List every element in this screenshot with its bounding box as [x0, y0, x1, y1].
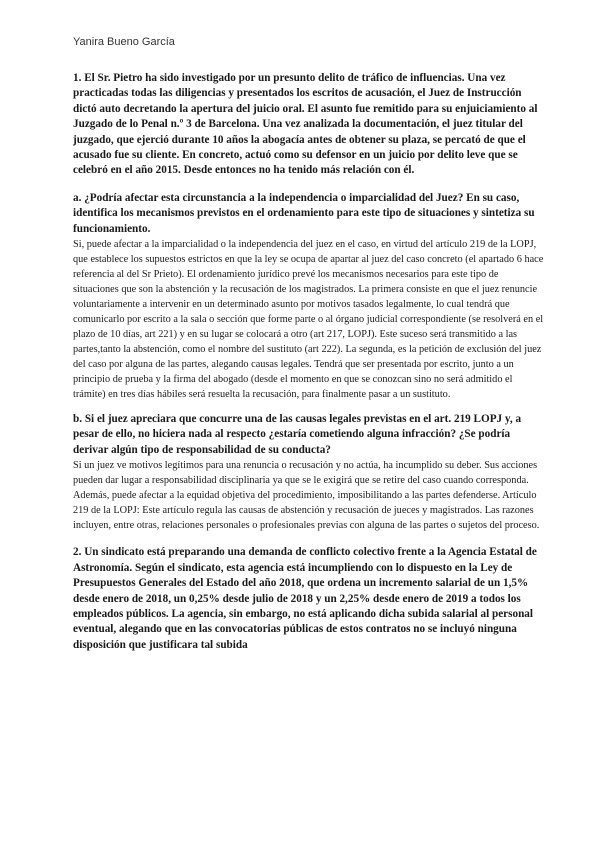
- question-b: b. Si el juez apreciara que concurre una de las causas legales previstas en el art. 219 LOPJ y, a pesar de ello, no hiciera nada al respecto ¿estaría cometiendo alguna infracción? ¿Se podría derivar algún tipo de responsabilidad de su conducta?: [73, 413, 522, 456]
- answer-a: Si, puede afectar a la imparcialidad o la independencia del juez en el caso, en virtud del artículo 219 de la LOPJ, que establece los supuestos estrictos en que la ley se ocupa de apartar al juez del caso concreto (el apartado 6 hace referencia al del Sr Prieto). El ordenamiento jurídico prevé los mecanismos necesarios para este tipo de situaciones que son la abstención y la recusación de los magistrados. La primera consiste en que el juez renuncie voluntariamente a intervenir en un determinado asunto por motivos tasados legalmente, lo cual tendrá que comunicarlo por escrito a la sala o sección que forme parte o al órgano judicial correspondiente (se resolverá en el plazo de 10 días, art 221) y en su lugar se colocará a otro (art 217, LOPJ). Este suceso será transmitido a las partes,tanto la abstención, como el nombre del sustituto (art 222). La segunda, es la petición de exclusión del juez del caso por alguna de las partes, alegando causas legales. Tendrá que ser presentada por escrito, junto a un principio de prueba y la firma del abogado (desde el momento en que se conozcan sino no será admitido el trámite) en tres días hábiles será resuelta la recusación, para finalmente pasar a un sustituto.: [73, 239, 544, 401]
- question-a: a. ¿Podría afectar esta circunstancia a la independencia o imparcialidad del Juez? En su caso, identifica los mecanismos previstos en el ordenamiento para este tipo de situaciones y sintetiza su funcionamiento.: [73, 191, 535, 235]
- case-1-statement: 1. El Sr. Pietro ha sido investigado por un presunto delito de tráfico de influencias. Una vez practicadas todas las diligencias y presentados los escritos de acusación, el Juez de Instrucción dictó auto decretando la apertura del juicio oral. El asunto fue remitido para su enjuiciamiento al Juzgado de lo Penal n.º 3 de Barcelona. Una vez analizada la documentación, el juez titular del juzgado, que ejerció durante 10 años la abogacía antes de obtener su plaza, se percató de que el acusado fue su cliente. En concreto, actuó como su defensor en un juicio por delito leve que se celebró en el año 2015. Desde entonces no ha tenido más relación con él.: [73, 72, 538, 177]
- case-2-statement: 2. Un sindicato está preparando una demanda de conflicto colectivo frente a la Agencia Estatal de Astronomía. Según el sindicato, esta agencia está incumpliendo con lo dispuesto en la Ley de Presupuestos Generales del Estado del año 2018, que ordena un incremento salarial de un 1,5% desde enero de 2018, un 0,25% desde julio de 2018 y un 2,25% desde enero de 2019 a todos los empleados públicos. La agencia, sin embargo, no está aplicando dicha subida salarial al personal eventual, alegando que en las convocatorias públicas de estos contratos no se incluyó ninguna disposición que justificara tal subida: [73, 546, 537, 651]
- answer-b: Si un juez ve motivos legítimos para una renuncia o recusación y no actúa, ha incumplido su deber. Sus acciones pueden dar lugar a responsabilidad disciplinaria ya que se le exigirá que se retire del caso cuando corresponda. Además, puede afectar a la equidad objetiva del procedimiento, imposibilitando a las partes defenderse. Artículo 219 de la LOPJ: Este artículo regula las causas de abstención y recusación de jueces y magistrados. Las razones incluyen, entre otras, relaciones personales o profesionales previas con alguna de las partes o sujetos del proceso.: [73, 460, 540, 532]
- author-name: Yanira Bueno García: [73, 36, 175, 48]
